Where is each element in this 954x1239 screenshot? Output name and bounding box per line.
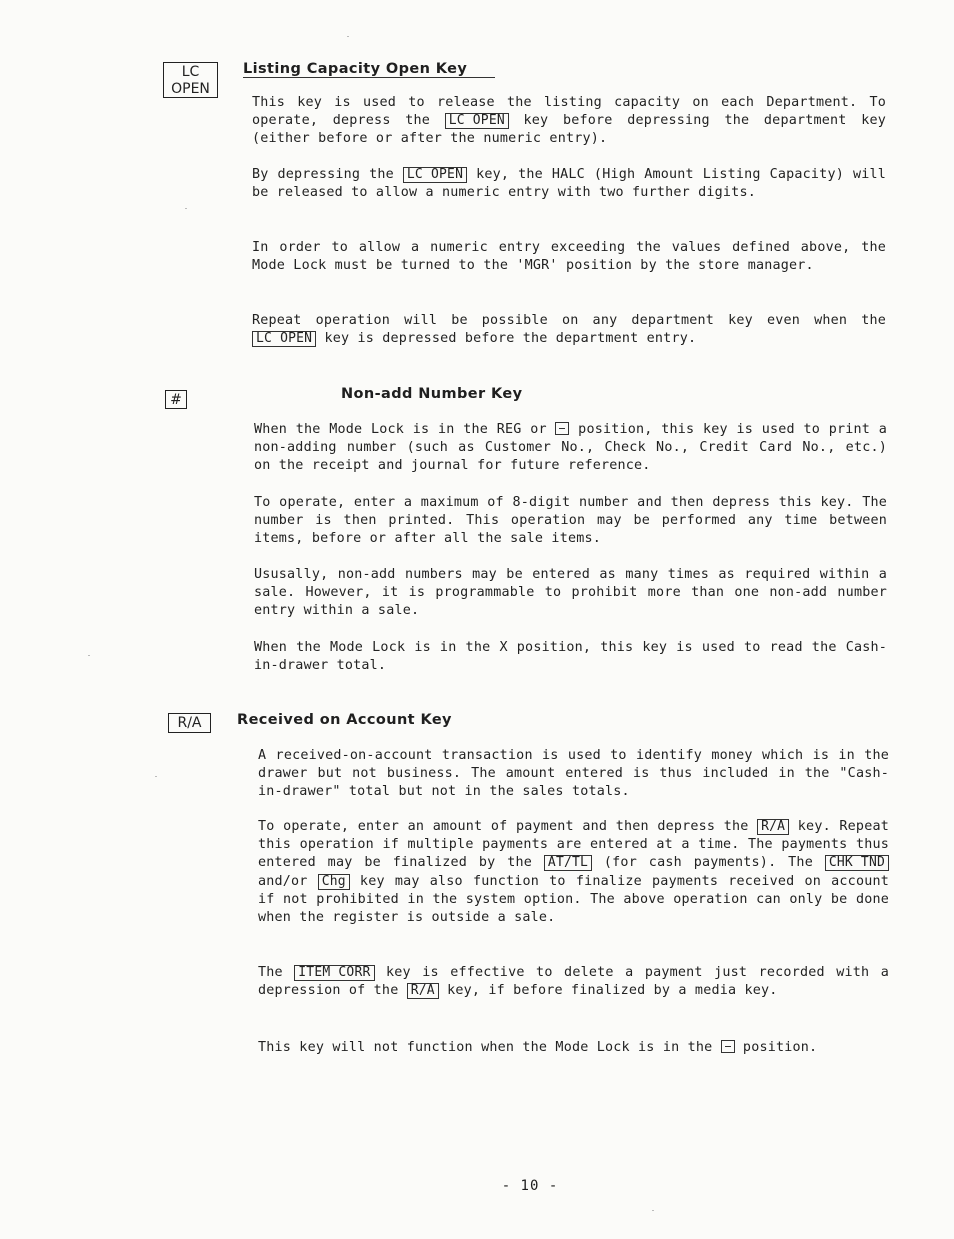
ra-paragraph-1: A received-on-account transaction is used to identify money which is in the drawer but not business. The amount entered is thus included in the "Cash-in-drawer" total but not in the sales totals. (258, 748, 889, 800)
lc-open-paragraph-3: In order to allow a numeric entry exceeding the values defined above, the Mode Lock must be turned to the 'MGR' position by the store manager. (252, 240, 886, 274)
chk-tnd-key-ref: CHK TND (825, 855, 889, 871)
lc-open-key-line2: OPEN (171, 81, 210, 97)
at-tl-key-ref: AT/TL (544, 855, 592, 871)
page-number: - 10 - (501, 1178, 559, 1194)
ra-paragraph-4: This key will not function when the Mode Lock is in the position. (258, 1040, 818, 1055)
lc-open-key-ref: LC OPEN (445, 113, 509, 129)
ra-paragraph-3: The ITEM CORR key is effective to delete a payment just recorded with a depression of the R/A key, if before finalized by a media key. (258, 965, 889, 999)
non-add-paragraph-2: To operate, enter a maximum of 8-digit number and then depress this key. The number is then printed. This operation may be performed any time between items, before or after all the sale items. (254, 495, 887, 547)
non-add-number-heading: Non-add Number Key (341, 386, 523, 402)
lc-open-key-ref: LC OPEN (252, 331, 316, 347)
scan-speck (652, 1210, 654, 1211)
lc-open-key-line1: LC (181, 64, 200, 80)
received-on-account-heading: Received on Account Key (237, 712, 452, 728)
ra-paragraph-2: To operate, enter an amount of payment and then depress the R/A key. Repeat this operation if multiple payments are entered at a time. The payments thus entered may be finalized by the AT/TL (for cash payments). The CHK TND and/or Chg key may also function to finalize payments received on account if not prohibited in the system option. The above operation can only be done when the register is outside a sale. (258, 819, 889, 926)
ra-key-label: R/A (168, 713, 211, 733)
lc-open-key-label (163, 62, 218, 98)
item-corr-key-ref: ITEM CORR (294, 965, 374, 981)
ra-key-ref: R/A (757, 819, 789, 835)
lc-open-paragraph-2: By depressing the LC OPEN key, the HALC (High Amount Listing Capacity) will be released to allow a numeric entry with two further digits. (252, 167, 887, 201)
non-add-paragraph-3: Ususally, non-add numbers may be entered as many times as required within a sale. However, it is programmable to prohibit more than one non-add number entry within a sale. (254, 567, 887, 619)
ra-key-ref: R/A (407, 983, 439, 999)
scan-speck (347, 36, 349, 37)
minus-mode-icon (721, 1040, 735, 1053)
lc-open-key-ref: LC OPEN (403, 167, 467, 183)
non-add-paragraph-1: When the Mode Lock is in the REG or position, this key is used to print a non-adding number (such as Customer No., Check No., Credit Card No., etc.) on the receipt and journal for future reference. (254, 422, 887, 474)
lc-open-heading: Listing Capacity Open Key (243, 61, 495, 78)
chg-key-ref: Chg (318, 874, 350, 890)
minus-mode-icon (555, 422, 569, 435)
scan-speck (155, 776, 157, 777)
non-add-paragraph-4: When the Mode Lock is in the X position, this key is used to read the Cash-in-drawer total. (254, 640, 887, 674)
number-key-label: # (165, 390, 187, 409)
scan-speck (185, 208, 187, 209)
lc-open-paragraph-4: Repeat operation will be possible on any department key even when the LC OPEN key is depressed before the department entry. (252, 313, 886, 347)
scan-speck (88, 655, 90, 656)
lc-open-paragraph-1: This key is used to release the listing capacity on each Department. To operate, depress the LC OPEN key before depressing the department key (either before or after the numeric entry). (252, 95, 886, 147)
